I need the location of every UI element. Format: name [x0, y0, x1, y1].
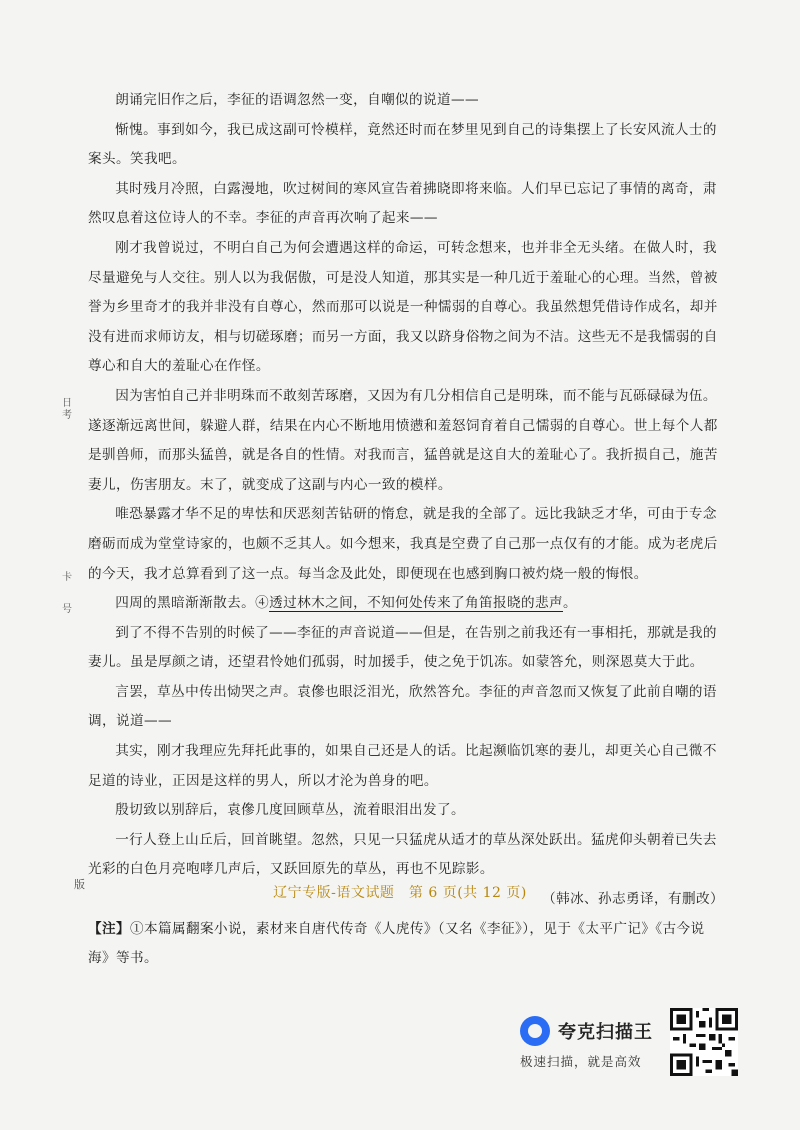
text-span: 。	[563, 595, 577, 612]
paragraph: 其时残月冷照，白露漫地，吹过树间的寒风宣告着拂晓即将来临。人们早已忘记了事情的离奇，肃然叹息着这位诗人的不幸。李征的声音再次响了起来——	[88, 180, 717, 227]
paragraph: 其实，刚才我理应先拜托此事的，如果自己还是人的话。比起濒临饥寒的妻儿，却更关心自己微不足道的诗业，正因是这样的男人，所以才沦为兽身的吧。	[88, 743, 717, 789]
paragraph: 因为害怕自己并非明珠而不敢刻苦琢磨，又因为有几分相信自己是明珠，而不能与瓦砾碌碌为伍。遂逐渐远离世间，躲避人群，结果在内心不断地用愤懑和羞怒饲育着自己懦弱的自尊心。世上每个人都是驯兽师，而那头猛兽，就是各自的性情。对我而言，猛兽就是这自大的羞耻心了。我折损自己，施苦妻儿，伤害朋友。末了，就变成了这副与内心一致的模样。	[88, 387, 718, 493]
paragraph: 朗诵完旧作之后，李征的语调忽然一变，自嘲似的说道——	[115, 92, 480, 108]
margin-mark: 号	[62, 604, 72, 615]
margin-mark: 日	[62, 398, 72, 409]
page-footer: 辽宁专版-语文试题 第 6 页(共 12 页)	[273, 885, 527, 901]
paragraph: 殷切致以别辞后，袁傪几度回顾草丛，流着眼泪出发了。	[115, 802, 466, 819]
translator-source: （韩冰、孙志勇译，有删改）	[542, 891, 724, 908]
question-marker: ④	[255, 595, 270, 612]
paragraph: 一行人登上山丘后，回首眺望。忽然，只见一只猛虎从适才的草丛深处跃出。猛虎仰头朝着已失去光彩的白色月亮咆哮几声后，又跃回原先的草丛，再也不见踪影。	[88, 831, 717, 878]
margin-mark: 考	[62, 410, 72, 421]
note-label: 【注】	[88, 920, 130, 937]
margin-mark: 卡	[62, 572, 72, 583]
corner-mark: 版	[74, 878, 85, 891]
paragraph: 刚才我曾说过，不明白自己为何会遭遇这样的命运，可转念想来，也并非全无头绪。在做人时，我尽量避免与人交往。别人以为我倨傲，可是没人知道，那其实是一种几近于羞耻心的心理。当然，曾被誉为乡里奇才的我并非没有自尊心，然而那可以说是一种懦弱的自尊心。我虽然想凭借诗作成名，却并没有进而求师访友，相与切磋琢磨；而另一方面，我又以跻身俗物之间为不洁。这些无不是我懦弱的自尊心和自大的羞耻心在作怪。	[88, 239, 718, 375]
article-body	[88, 86, 724, 974]
paragraph: 到了不得不告别的时候了——李征的声音说道——但是，在告别之前我还有一事相托，那就是我的妻儿。虽是厚颜之请，还望君怜她们孤弱，时加援手，使之免于饥冻。如蒙答允，则深恩莫大于此。	[88, 624, 717, 671]
note-text: ①本篇属翻案小说，素材来自唐代传奇《人虎传》（又名《李征》），见于《太平广记》《古今说海》等书。	[88, 920, 705, 967]
paragraph-marked	[88, 589, 724, 619]
watermark-subtitle: 极速扫描，就是高效	[520, 1054, 642, 1069]
footnote	[88, 915, 724, 974]
text-span: 四周的黑暗渐渐散去。	[115, 595, 256, 612]
scanner-logo-icon	[520, 1016, 550, 1046]
paragraph: 惭愧。事到如今，我已成这副可怜模样，竟然还时而在梦里见到自己的诗集摆上了长安风流人士的案头。笑我吧。	[88, 121, 717, 168]
paragraph: 唯恐暴露才华不足的卑怯和厌恶刻苦钻研的惰怠，就是我的全部了。远比我缺乏才华，可由于专念磨砺而成为堂堂诗家的，也颇不乏其人。如今想来，我真是空费了自己那一点仅有的才能。成为老虎后的今天，我才总算看到了这一点。每当念及此处，即便现在也感到胸口被灼烧一般的悔恨。	[88, 506, 718, 582]
watermark-title: 夸克扫描王	[558, 1022, 653, 1043]
qr-code-icon	[670, 1008, 738, 1076]
paragraph: 言罢，草丛中传出恸哭之声。袁傪也眼泛泪光，欣然答允。李征的声音忽而又恢复了此前自嘲的语调，说道——	[88, 683, 717, 730]
underlined-sentence: 透过林木之间，不知何处传来了角笛报晓的悲声	[269, 595, 563, 612]
